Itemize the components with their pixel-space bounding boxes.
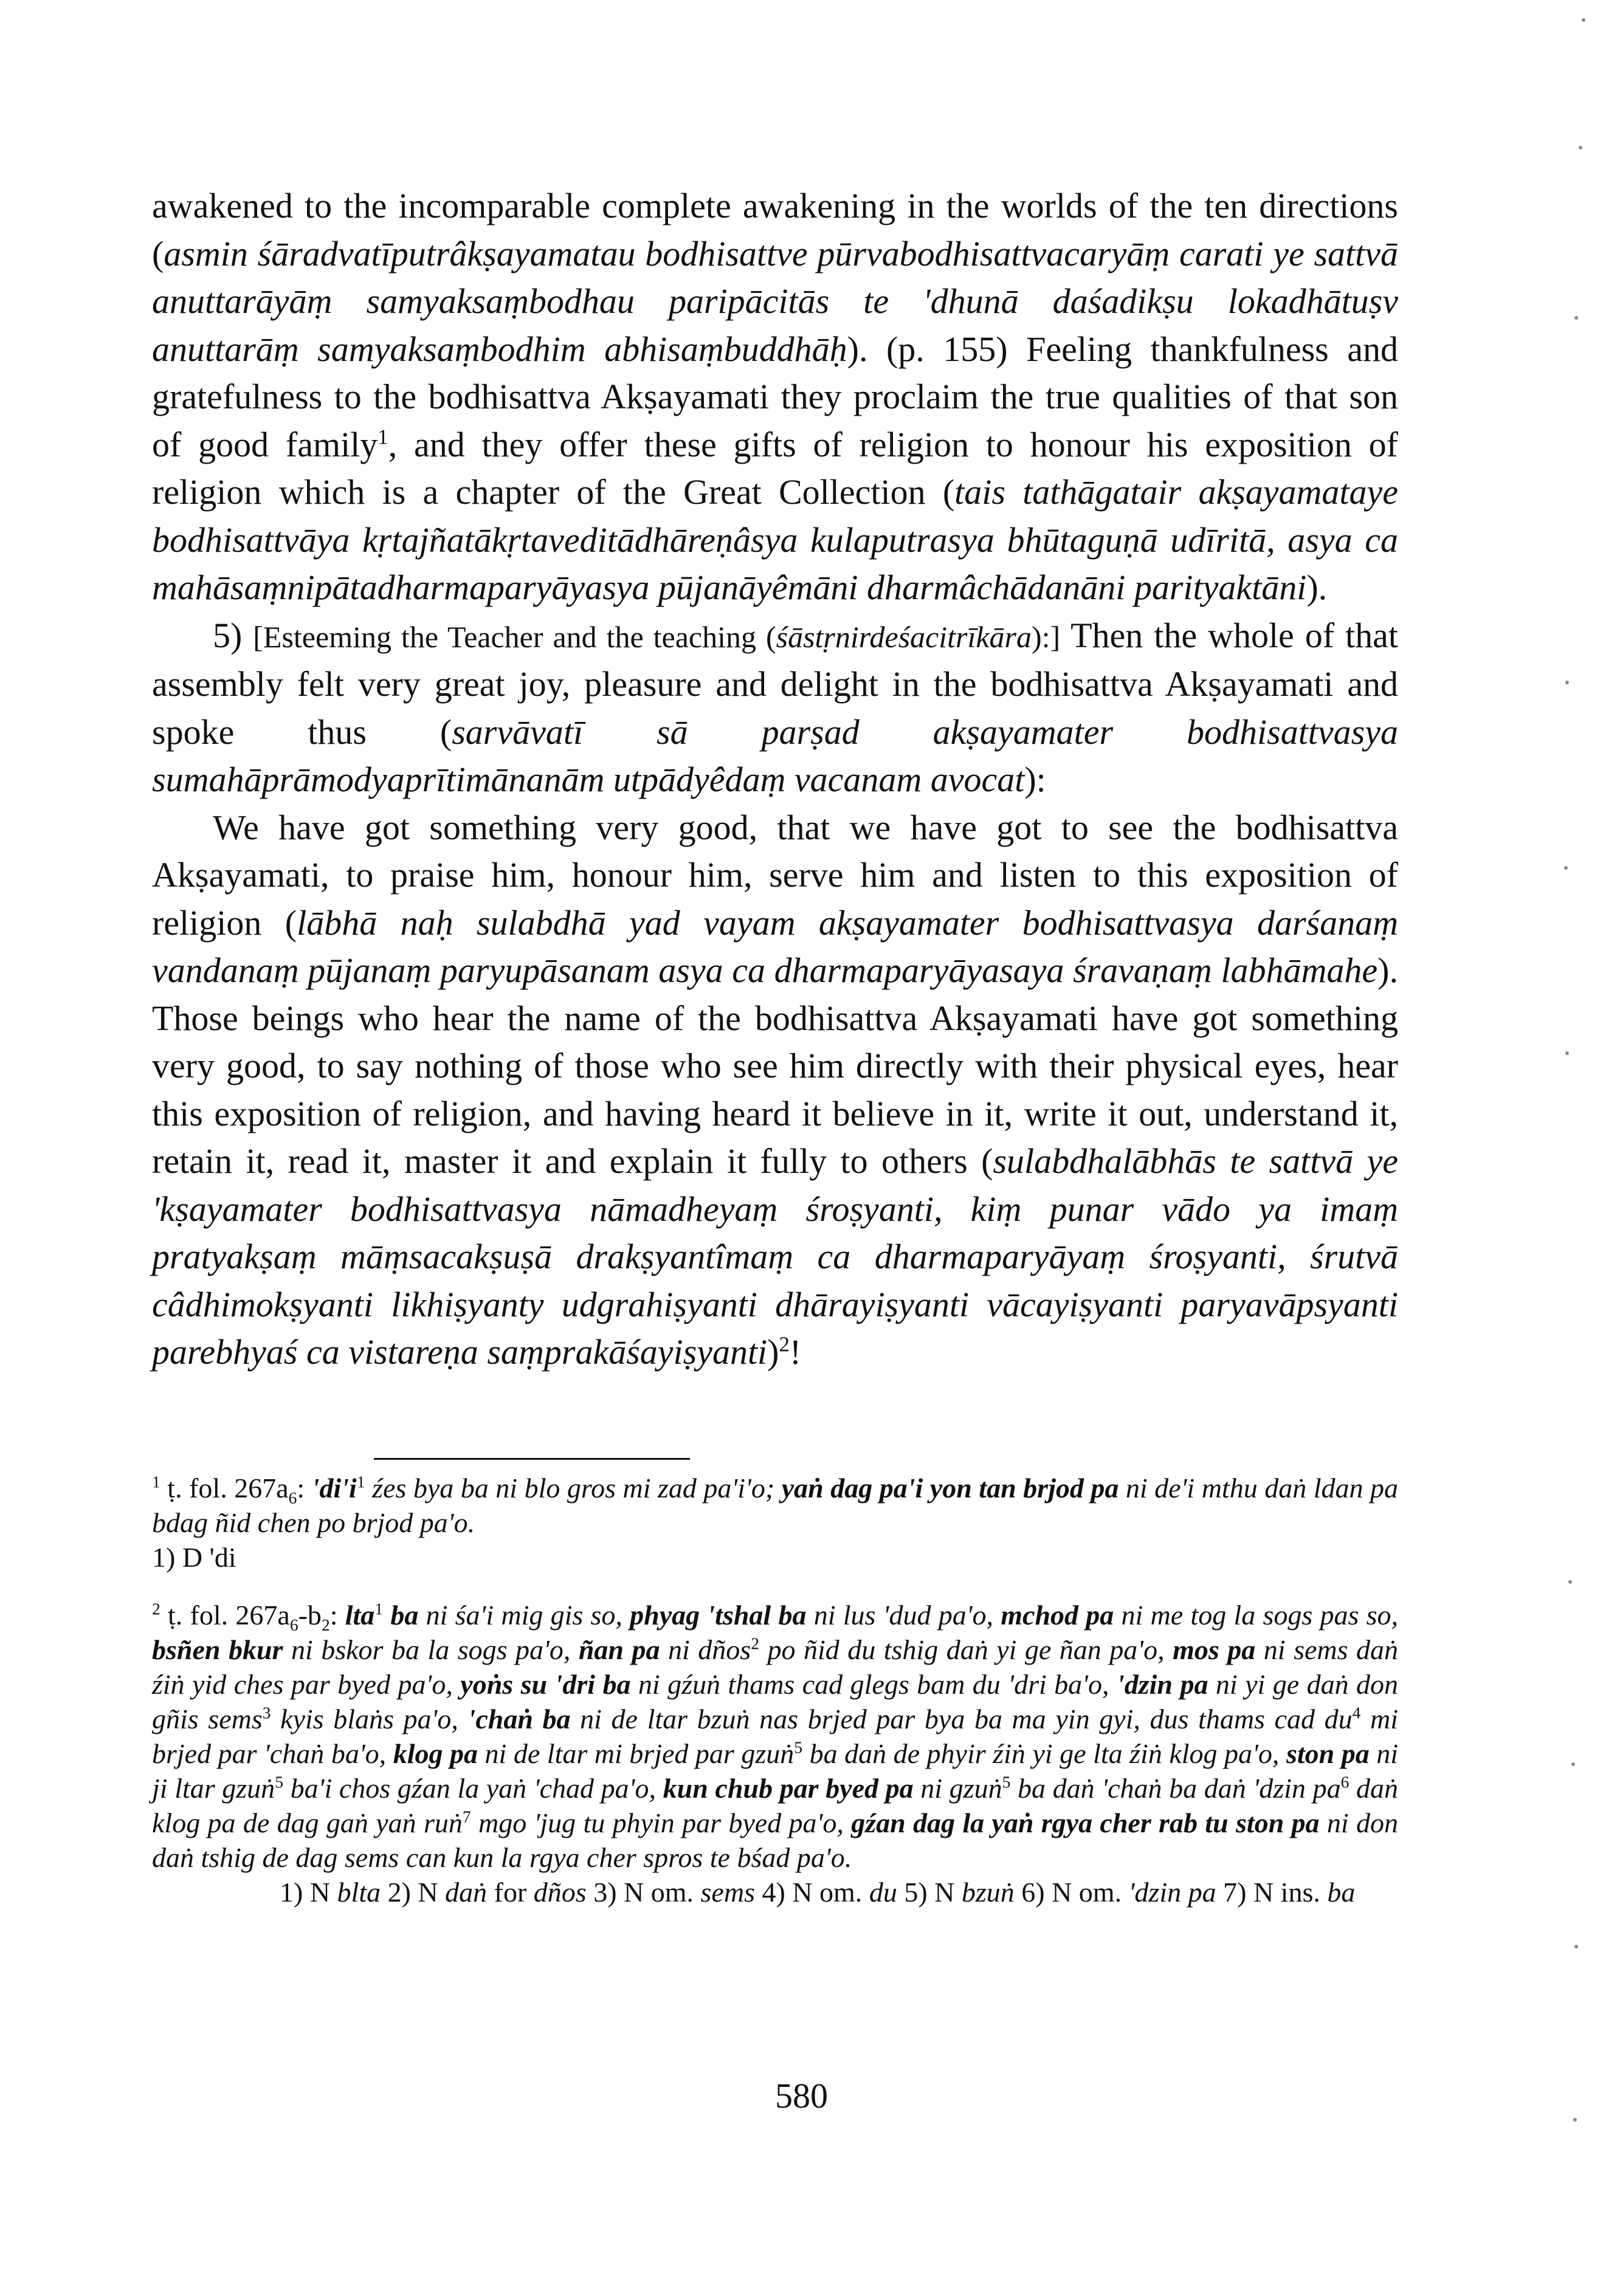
tibetan-term: gźan dag la yaṅ rgya cher rab tu ston pa <box>851 1807 1320 1838</box>
text-run: ). Those beings who hear the name of the bodhisattva Akṣayamati have got something very good, to say nothing of those who see him directly with their physical eyes, hear this exposition of religion, and having heard it believe in it, write it out, understand it, retain it, read it, master it and explain it fully to others ( <box>152 950 1398 1181</box>
scan-speck <box>1579 146 1582 150</box>
variant-text: 2) N <box>381 1877 446 1908</box>
variant-text: 1) D 'di <box>152 1542 236 1573</box>
tibetan-text: źes bya ba ni blo gros mi zad pa'i'o; <box>365 1473 782 1504</box>
variant-ref: 7 <box>462 1807 471 1826</box>
section-number: 5) <box>213 615 253 655</box>
tibetan-term: kun chub par byed pa <box>663 1773 914 1804</box>
tibetan-term: phyag 'tshal ba <box>630 1600 807 1631</box>
variant-reading: du <box>869 1877 897 1908</box>
tibetan-term: 'dzin pa <box>1116 1669 1208 1700</box>
footnote-2-variants <box>152 1875 1398 1909</box>
page-number: 580 <box>775 2076 828 2116</box>
text-run: ). (p. 155) Feeling thankfulness and gratefulness to the bodhisattva Akṣayamati they proclaim the true qualities of that son of good family <box>152 329 1398 464</box>
scan-speck <box>1574 316 1578 320</box>
variant-reading: 'dzin pa <box>1128 1877 1216 1908</box>
heading-text: [Esteeming the Teacher and the teaching ( <box>253 619 776 654</box>
variant-reading: dños <box>533 1877 587 1908</box>
variant-reading: sems <box>700 1877 755 1908</box>
footnotes <box>152 1471 1398 1909</box>
tibetan-term: 'di'i <box>311 1473 357 1504</box>
scan-speck <box>1574 1945 1578 1948</box>
tibetan-text: po ñid du tshig daṅ yi ge ñan pa'o, <box>759 1634 1173 1665</box>
scan-speck <box>1582 18 1585 22</box>
tibetan-text: ni dños <box>660 1634 751 1665</box>
variant-text: 5) N <box>897 1877 962 1908</box>
text-run: ). <box>1306 568 1328 607</box>
tibetan-text: ni gźuṅ thams cad glegs bam du 'dri ba'o, <box>630 1669 1117 1700</box>
tibetan-text: ni lus 'dud pa'o, <box>806 1600 1001 1631</box>
folio-sub: 6 <box>288 1488 297 1508</box>
tibetan-term: ba <box>383 1600 419 1631</box>
footnote-mark: 2 <box>152 1599 160 1618</box>
variant-text: 7) N ins. <box>1216 1877 1328 1908</box>
scan-speck <box>1568 1580 1572 1584</box>
paragraph <box>152 182 1398 612</box>
text-run: ! <box>789 1332 802 1372</box>
tibetan-term: yoṅs su 'dri ba <box>460 1669 631 1700</box>
text-run: : <box>297 1473 312 1504</box>
main-text <box>152 182 1398 1377</box>
heading-sanskrit: śāstṛnirdeśacitrīkāra <box>776 619 1032 654</box>
tibetan-text: kyis blaṅs pa'o, <box>271 1703 468 1734</box>
sanskrit-quote: asmin śāradvatīputrâkṣayamatau bodhisattve pūrvabodhisattvacaryāṃ carati ye sattvā anuttarāyāṃ samyaksaṃbodhau paripācitās te 'dhunā daśadikṣu lokadhātuṣv anuttarāṃ samyaksaṃbodhim abhisaṃbuddhāḥ <box>152 233 1398 369</box>
tibetan-term: klog pa <box>393 1738 478 1769</box>
text-run: awakened to the incomparable complete awakening in the worlds of the ten directions ( <box>152 186 1398 273</box>
text-run: ): <box>1024 760 1046 799</box>
tibetan-term: mos pa <box>1173 1634 1256 1665</box>
tibetan-term: ston pa <box>1286 1738 1370 1769</box>
scan-speck <box>1564 866 1568 870</box>
folio-sub: 6 <box>289 1615 298 1635</box>
footnote-1 <box>152 1471 1398 1540</box>
footnote-ref: 2 <box>779 1332 790 1356</box>
tibetan-text: mgo 'jug tu phyin par byed pa'o, <box>471 1807 852 1838</box>
variant-text: 4) N om. <box>754 1877 869 1908</box>
variant-ref: 1 <box>374 1599 384 1618</box>
tibetan-text: ni de ltar mi brjed par gzuṅ <box>478 1738 795 1769</box>
sanskrit-quote: sulabdhalābhās te sattvā ye 'kṣayamater bodhisattvasya nāmadheyaṃ śroṣyanti, kiṃ punar vādo ya imaṃ pratyakṣaṃ māṃsacakṣuṣā drakṣyantîmaṃ ca dharmaparyāyaṃ śroṣyanti, śrutvā câdhimokṣyanti likhiṣyanty udgrahiṣyanti dhārayiṣyanti vācayiṣyanti paryavāpsyanti parebhyaś ca vistareṇa saṃprakāśayiṣyanti <box>152 1141 1398 1372</box>
tibetan-text: ni ji ltar gzuṅ <box>152 1738 1399 1804</box>
tibetan-text: ni yi ge daṅ don gñis sems <box>152 1669 1399 1734</box>
tibetan-text: mi brjed par 'chaṅ ba'o, <box>152 1703 1399 1769</box>
scan-speck <box>1565 1051 1569 1055</box>
footnote-spacer <box>152 1575 1398 1598</box>
sanskrit-quote: lābhā naḥ sulabdhā yad vayam akṣayamater bodhisattvasya darśanaṃ vandanaṃ pūjanaṃ paryupāsanam asya ca dharmaparyāyasaya śravaṇaṃ labhāmahe <box>152 902 1398 990</box>
tibetan-term: bsñen bkur <box>152 1634 283 1665</box>
variant-ref: 2 <box>751 1634 759 1653</box>
variant-ref: 5 <box>275 1772 283 1792</box>
text-run: We have got something very good, that we have got to see the bodhisattva Akṣayamati, to praise him, honour him, serve him and listen to this exposition of religion ( <box>152 807 1398 943</box>
text-run: -b <box>298 1600 322 1631</box>
scan-speck <box>1571 1762 1575 1766</box>
tibetan-term: lta <box>345 1600 375 1631</box>
text-run: : <box>329 1600 345 1631</box>
folio-ref: ṭ. fol. 267a <box>160 1473 289 1504</box>
tibetan-term: 'chaṅ ba <box>467 1703 571 1734</box>
tibetan-text: ba daṅ 'chaṅ ba daṅ 'dzin pa <box>1010 1773 1341 1804</box>
variant-reading: blta <box>337 1877 381 1908</box>
tibetan-text: ni de'i mthu daṅ ldan pa bdag ñid chen po brjod pa'o. <box>152 1473 1399 1538</box>
variant-text: 3) N om. <box>586 1877 701 1908</box>
variant-reading: daṅ <box>445 1877 488 1908</box>
footnote-mark: 1 <box>152 1472 160 1491</box>
scan-speck <box>1565 681 1569 684</box>
tibetan-text: ni bskor ba la sogs pa'o, <box>283 1634 579 1665</box>
tibetan-text: ba'i chos gźan la yaṅ 'chad pa'o, <box>283 1773 663 1804</box>
tibetan-text: ni śa'i mig gis so, <box>418 1600 630 1631</box>
variant-reading: bzuṅ <box>961 1877 1015 1908</box>
variant-ref: 5 <box>1002 1772 1011 1792</box>
paragraph <box>152 804 1398 1377</box>
tibetan-text: ni de ltar bzuṅ nas brjed par bya ba ma yin gyi, dus thams cad du <box>570 1703 1353 1734</box>
tibetan-text: ba daṅ de phyir źiṅ yi ge lta źiṅ klog pa'o, <box>802 1738 1286 1769</box>
variant-ref: 5 <box>794 1737 803 1757</box>
footnote-2 <box>152 1598 1398 1875</box>
section-heading <box>253 620 1060 654</box>
scan-speck <box>1573 2118 1577 2122</box>
tibetan-term: mchod pa <box>1001 1600 1114 1631</box>
variant-text: 1) N <box>280 1877 337 1908</box>
variant-text: for <box>487 1877 534 1908</box>
tibetan-term: yaṅ dag pa'i yon tan brjod pa <box>781 1473 1119 1504</box>
tibetan-text: ni don daṅ tshig de dag sems can kun la rgya cher spros te bśad pa'o. <box>152 1807 1398 1873</box>
tibetan-text: ni gzuṅ <box>913 1773 1002 1804</box>
folio-sub: 2 <box>321 1615 330 1635</box>
variant-ref: 3 <box>262 1703 271 1722</box>
text-run: , and they offer these gifts of religion to honour his exposition of religion which is a chapter of the Great Collection ( <box>152 424 1398 512</box>
heading-text: ):] <box>1032 619 1061 654</box>
variant-ref: 6 <box>1340 1772 1350 1792</box>
folio-ref: ṭ. fol. 267a <box>160 1600 290 1631</box>
tibetan-text: ni me tog la sogs pas so, <box>1114 1600 1399 1631</box>
tibetan-text: ni sems daṅ źiṅ yid ches par byed pa'o, <box>152 1634 1399 1700</box>
paragraph <box>152 612 1398 804</box>
footnote-divider <box>374 1458 690 1460</box>
tibetan-term: ñan pa <box>578 1634 660 1665</box>
variant-reading: ba <box>1327 1877 1356 1908</box>
sanskrit-quote: tais tathāgatair akṣayamataye bodhisattvāya kṛtajñatākṛtaveditādhāreṇâsya kulaputrasya bhūtaguṇā udīritā, asya ca mahāsaṃnipātadharmaparyāyasya pūjanāyêmāni dharmâchādanāni parityaktāni <box>152 472 1398 607</box>
variant-text: 6) N om. <box>1014 1877 1129 1908</box>
text-run: ) <box>767 1332 779 1372</box>
tibetan-text: daṅ klog pa de dag gaṅ yaṅ ruṅ <box>152 1773 1399 1838</box>
variant-ref: 4 <box>1352 1703 1361 1722</box>
sanskrit-quote: sarvāvatī sā parṣad akṣayamater bodhisattvasya sumahāprāmodyaprītimānanām utpādyêdaṃ vacanam avocat <box>152 712 1398 799</box>
footnote-ref: 1 <box>377 425 388 449</box>
text-run: Then the whole of that assembly felt very great joy, pleasure and delight in the bodhisattva Akṣayamati and spoke thus ( <box>152 615 1398 752</box>
variant-ref: 1 <box>356 1472 365 1491</box>
footnote-1-variants <box>152 1540 1398 1575</box>
